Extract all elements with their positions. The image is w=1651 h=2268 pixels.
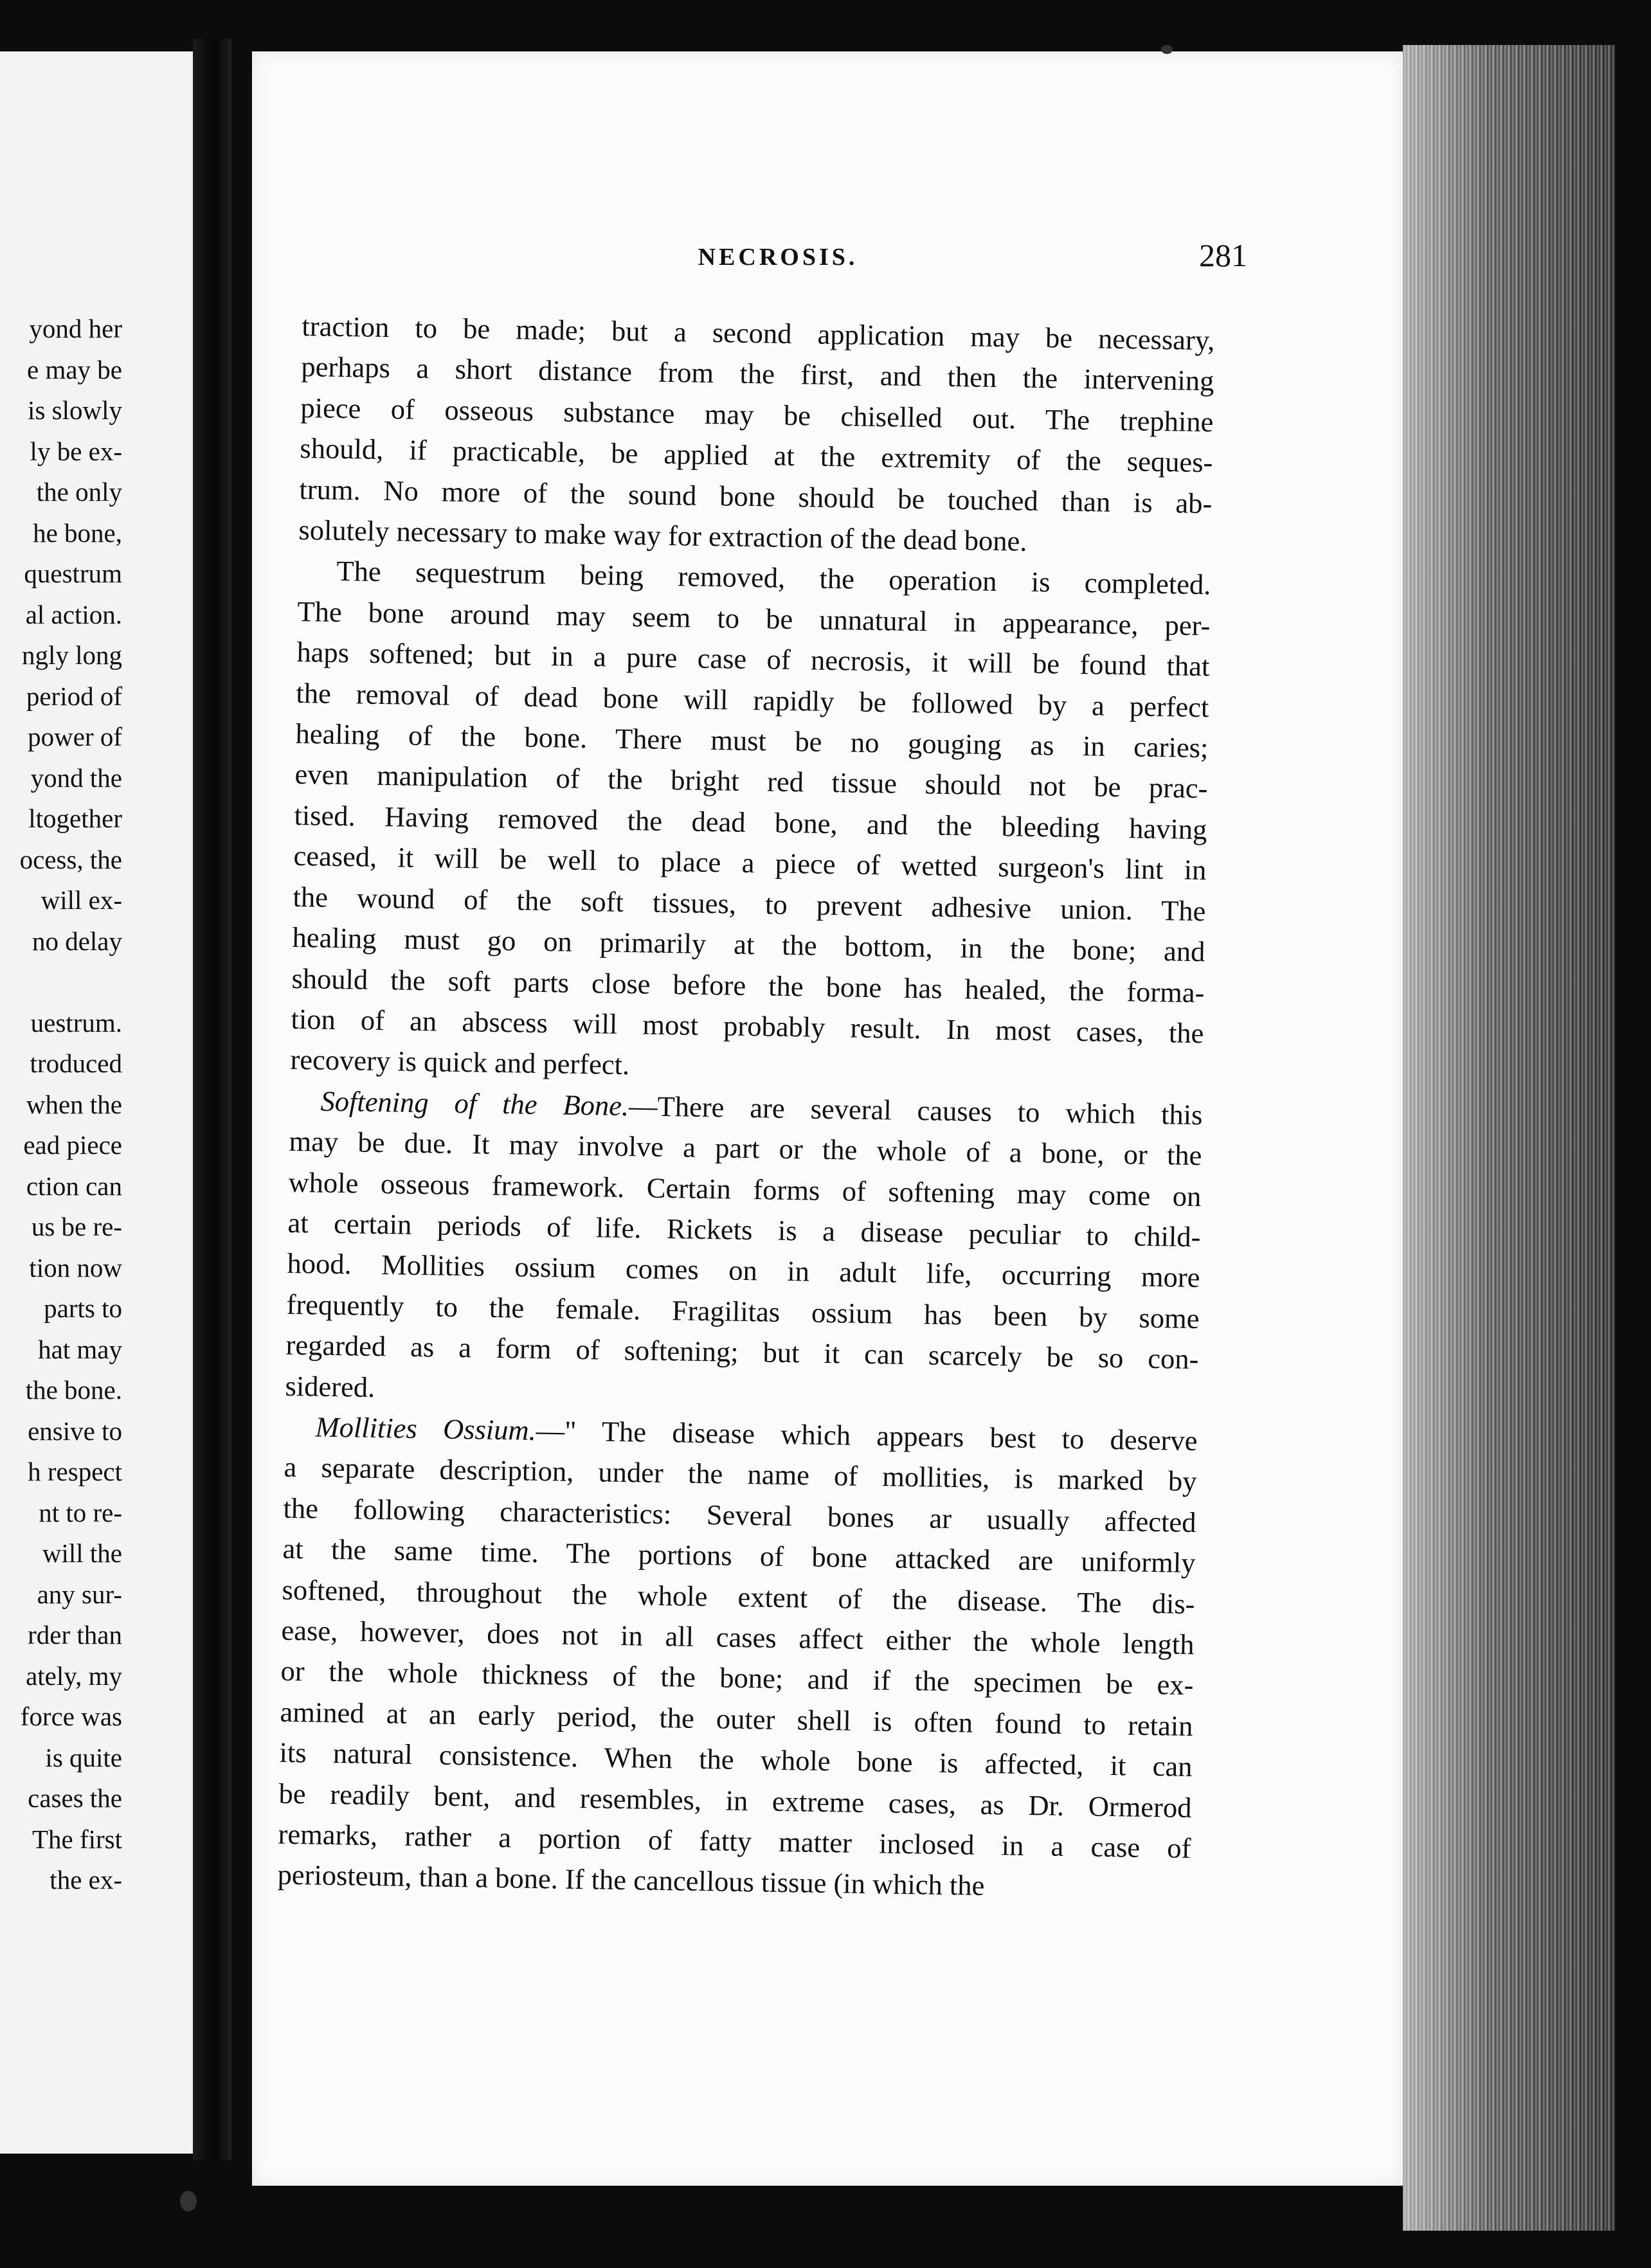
text-line: amined at an early period, the outer shell is often found to retain (280, 1695, 1193, 1742)
previous-page-line: the only (36, 477, 122, 507)
paragraph-2 (290, 550, 1211, 1094)
text-line: traction to be made; but a second application may be necessary, (302, 309, 1215, 357)
text-line: piece of osseous substance may be chiselled out. The trephine (300, 391, 1214, 438)
previous-page-line: ngly long (21, 640, 122, 670)
text-line: ease, however, does not in all cases affect either the whole length (281, 1614, 1195, 1661)
page-edges-shade (1403, 45, 1615, 2231)
previous-page-line: ensive to (28, 1416, 122, 1446)
previous-page-line: al action. (25, 599, 122, 629)
text-line: the following characteristics: Several bones ar usually affected (283, 1491, 1196, 1538)
text-line: or the whole thickness of the bone; and if the specimen be ex- (280, 1655, 1194, 1702)
previous-page-line: force was (20, 1702, 122, 1731)
text-line: solutely necessary to make way for extraction of the dead bone. (298, 513, 1027, 557)
text-line: should, if practicable, be applied at the extremity of the seques- (300, 432, 1213, 479)
text-line: whole osseous framework. Certain forms of softening may come on (288, 1166, 1202, 1212)
text-line: trum. No more of the sound bone should be touched than is ab- (299, 473, 1213, 519)
book-gutter (193, 39, 231, 2160)
scan-speck (180, 2191, 197, 2211)
text-line: a separate description, under the name of mollities, is marked by (284, 1451, 1197, 1498)
previous-page-line: ately, my (26, 1661, 122, 1691)
previous-page-line: us be re- (31, 1212, 122, 1241)
previous-page-line: ly be ex- (30, 436, 122, 466)
previous-page-line: power of (28, 722, 122, 752)
text-line: hood. Mollities ossium comes on in adult life, occurring more (287, 1247, 1200, 1294)
previous-page-text (0, 309, 204, 1901)
text-line: may be due. It may involve a part or the whole of a bone, or the (289, 1124, 1202, 1172)
text-line: tised. Having removed the dead bone, and the bleeding having (294, 798, 1207, 846)
previous-page-line: the bone. (25, 1375, 122, 1405)
text-line-rest: —There are several causes to which this (628, 1089, 1203, 1131)
previous-page-line: tion now (29, 1252, 122, 1282)
section-heading: Softening of the Bone. (320, 1084, 629, 1122)
previous-page-line: rder than (28, 1620, 122, 1650)
text-line-rest: —" The disease which appears best to deserve (536, 1414, 1198, 1457)
previous-page (0, 51, 204, 2154)
previous-page-line: h respect (28, 1457, 122, 1486)
paragraph-mollities (277, 1407, 1198, 1910)
previous-page-line: The first (32, 1824, 122, 1854)
text-line: softened, throughout the whole extent of the disease. The dis- (282, 1573, 1195, 1620)
page-number: 281 (1199, 237, 1247, 273)
text-line: remarks, rather a portion of fatty matter inclosed in a case of (278, 1817, 1191, 1865)
text-line: The sequestrum being removed, the operation is completed. (336, 555, 1211, 601)
previous-page-line: nt to re- (39, 1497, 122, 1527)
paragraph-1 (298, 306, 1215, 565)
previous-page-line: any sur- (37, 1579, 122, 1609)
previous-page-line: he bone, (33, 518, 122, 548)
page-body (277, 306, 1215, 1910)
previous-page-line: is slowly (28, 395, 122, 425)
previous-page-line: cases the (28, 1783, 122, 1813)
text-line: perhaps a short distance from the first, and then the intervening (301, 350, 1214, 397)
text-line: healing of the bone. There must be no gouging as in caries; (295, 717, 1209, 764)
text-line: tion of an abscess will most probably result. In most cases, the (291, 1002, 1204, 1050)
previous-page-line: will the (42, 1538, 122, 1568)
text-line: The bone around may seem to be unnatural in appearance, per- (297, 595, 1211, 642)
section-heading: Mollities Ossium. (315, 1410, 537, 1446)
previous-page-line: uestrum. (30, 1007, 122, 1038)
previous-page-line: when the (26, 1089, 122, 1119)
previous-page-line: no delay (32, 926, 122, 956)
text-line: regarded as a form of softening; but it can scarcely be so con- (285, 1328, 1199, 1376)
previous-page-line: ction can (26, 1171, 122, 1201)
text-line: ceased, it will be well to place a piece of wetted surgeon's lint in (293, 840, 1207, 887)
previous-page-line: ltogether (28, 804, 122, 833)
text-line: periosteum, than a bone. If the cancellous tissue (in which the (277, 1859, 985, 1902)
previous-page-line: yond her (29, 314, 122, 343)
previous-page-line (0, 962, 204, 1003)
scan-speck (1161, 45, 1173, 54)
text-line: recovery is quick and perfect. (290, 1043, 630, 1081)
text-line: haps softened; but in a pure case of necrosis, it will be found that (296, 636, 1210, 683)
text-line: its natural consistence. When the whole bone is affected, it can (279, 1736, 1193, 1783)
text-line: the removal of dead bone will rapidly be followed by a perfect (296, 676, 1209, 723)
text-line: even manipulation of the bright red tissue should not be prac- (294, 758, 1208, 805)
text-line: healing must go on primarily at the bottom, in the bone; and (292, 921, 1205, 968)
text-line: frequently to the female. Fragilitas ossium has been by some (286, 1288, 1200, 1335)
text-line: at certain periods of life. Rickets is a disease peculiar to child- (287, 1206, 1201, 1254)
previous-page-line: e may be (27, 354, 122, 384)
previous-page-line: yond the (30, 762, 122, 793)
previous-page-line: hat may (38, 1334, 122, 1364)
running-head: NECROSIS. (698, 244, 858, 271)
previous-page-line: troduced (30, 1048, 122, 1078)
previous-page-line: the ex- (50, 1865, 122, 1895)
previous-page-line: ead piece (23, 1130, 122, 1160)
previous-page-line: is quite (45, 1742, 122, 1772)
previous-page-line: will ex- (41, 885, 122, 915)
previous-page-line: ocess, the (19, 844, 122, 874)
text-line: be readily bent, and resembles, in extreme cases, as Dr. Ormerod (278, 1777, 1192, 1824)
previous-page-line: parts to (44, 1293, 122, 1323)
text-line: at the same time. The portions of bone attacked are uniformly (282, 1532, 1196, 1580)
text-line: the wound of the soft tissues, to prevent adhesive union. The (293, 880, 1206, 927)
paragraph-softening (285, 1081, 1203, 1421)
previous-page-line: period of (26, 681, 122, 711)
previous-page-line: questrum (24, 559, 122, 588)
text-line: should the soft parts close before the bone has healed, the forma- (291, 962, 1205, 1009)
text-line: sidered. (285, 1369, 375, 1403)
